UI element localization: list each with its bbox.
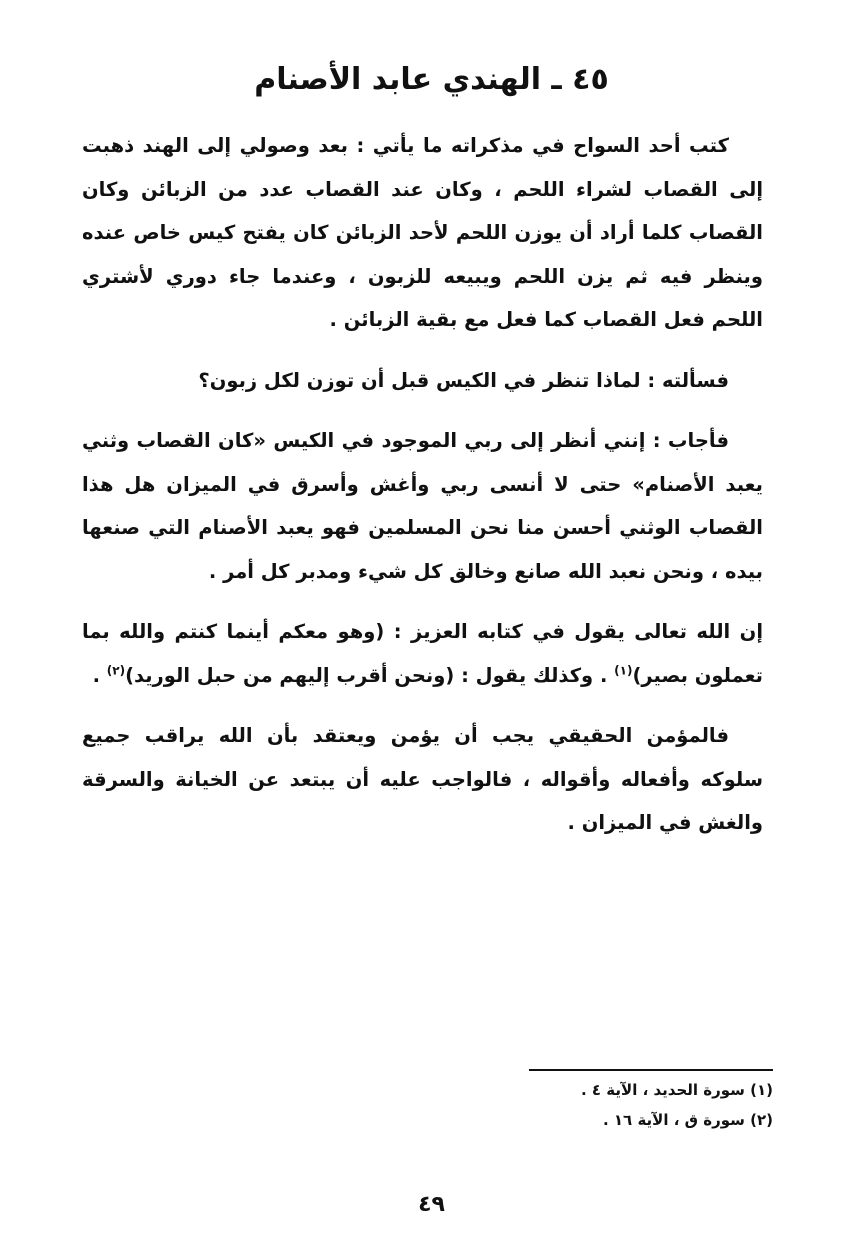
paragraph-5: فالمؤمن الحقيقي يجب أن يؤمن ويعتقد بأن الله يراقب جميع سلوكه وأفعاله وأقواله ، فالواجب عليه أن يبتعد عن الخيانة والسرقة والغش في الميزان . — [82, 724, 763, 834]
paragraph-2: فسألته : لماذا تنظر في الكيس قبل أن توزن لكل زبون؟ — [198, 368, 729, 392]
paragraph-3: فأجاب : إنني أنظر إلى ربي الموجود في الكيس «كان القصاب وثني يعبد الأصنام» حتى لا أنسى ربي وأغش وأسرق في الميزان هل هذا القصاب الوثني أحسن منا نحن المسلمين فهو يعبد الأصنام التي صنعها بيده ، ونحن نعبد الله صانع وخالق كل شيء ومدبر كل أمر . — [82, 429, 763, 583]
paragraph-4-start: إن الله تعالى يقول في كتابه العزيز : — [384, 620, 764, 643]
paragraph-1: كتب أحد السواح في مذكراته ما يأتي : بعد وصولي إلى الهند ذهبت إلى القصاب لشراء اللحم ، وكان عند القصاب عدد من الزبائن وكان القصاب كلما أراد أن يوزن اللحم لأحد الزبائن كان يفتح كيس خاص عنده وينظر فيه ثم يزن اللحم ويبيعه للزبون ، وعندما جاء دوري لأشتري اللحم فعل القصاب كما فعل مع بقية الزبائن . — [82, 134, 763, 331]
body-text — [82, 124, 763, 862]
footnotes — [373, 1075, 773, 1135]
page-title: ٤٥ ـ الهندي عابد الأصنام — [254, 62, 609, 97]
quran-verse-2: (ونحن أقرب إليهم من حبل الوريد) — [125, 663, 455, 687]
footnote-divider — [529, 1069, 773, 1071]
footnote-1: (١) سورة الحديد ، الآية ٤ . — [581, 1081, 773, 1099]
paragraph-4-end: . — [92, 663, 107, 687]
quran-verse-1: (وهو معكم أينما كنتم والله بما تعملون بصير) — [82, 620, 763, 687]
footnote-ref-1: (١) — [614, 663, 633, 677]
footnote-ref-2: (٢) — [106, 663, 126, 677]
footnote-2: (٢) سورة ق ، الآية ١٦ . — [602, 1111, 773, 1129]
page-number: ٤٩ — [418, 1192, 445, 1217]
paragraph-4 — [82, 610, 763, 697]
paragraph-4-mid: . وكذلك يقول : — [454, 663, 615, 687]
